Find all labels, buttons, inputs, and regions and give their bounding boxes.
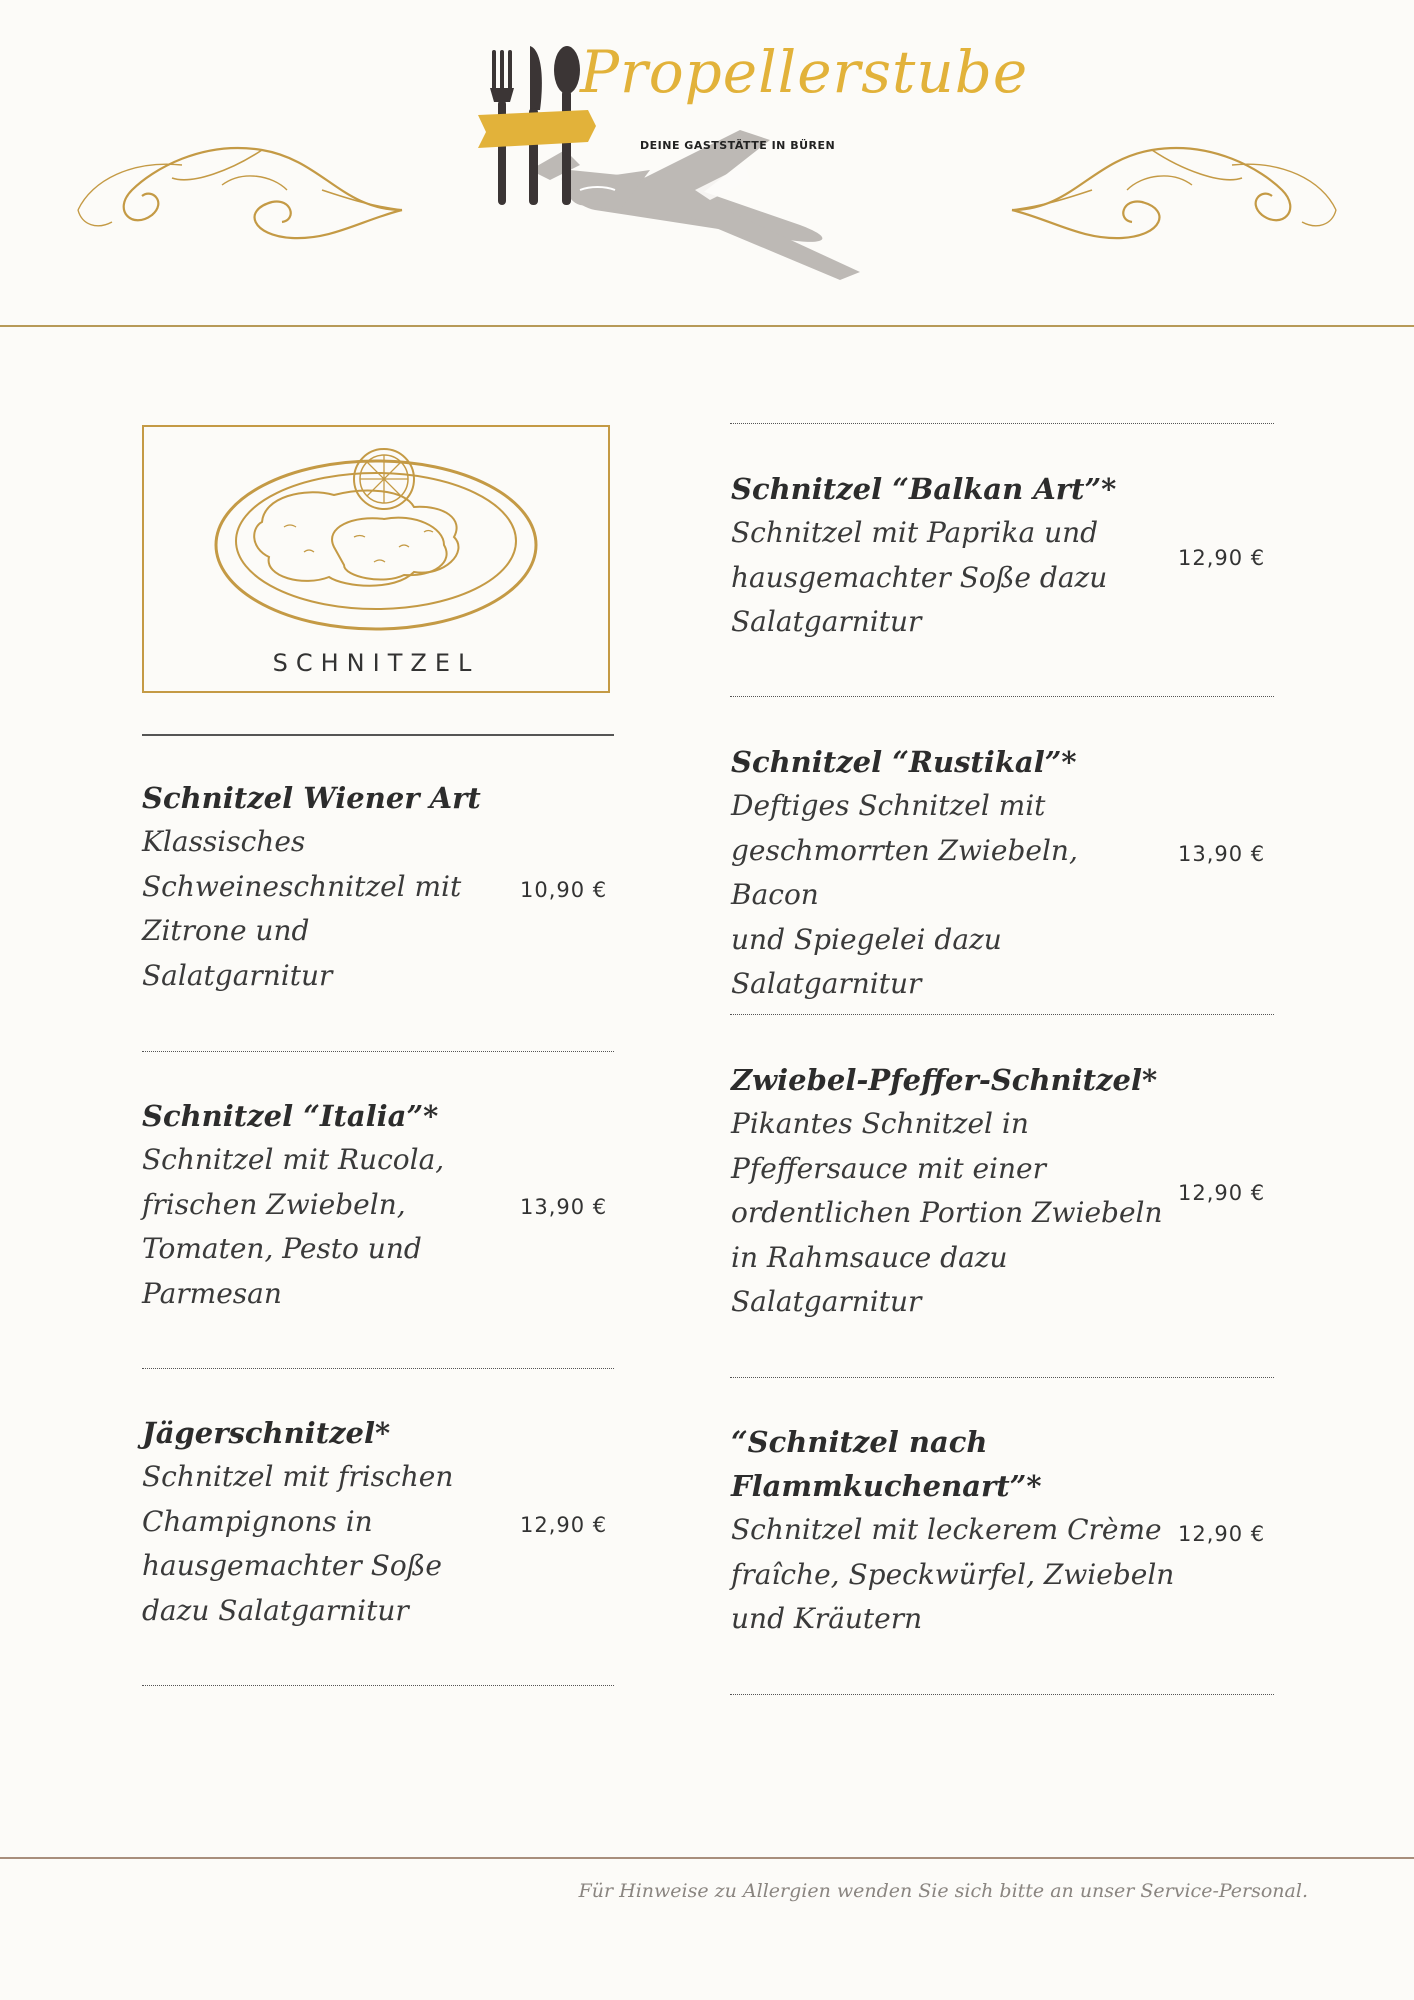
menu-item-desc-line: fraîche, Speckwürfel, Zwiebeln: [731, 1557, 1175, 1591]
divider-dotted: [730, 1014, 1274, 1015]
menu-item-price: 12,90 €: [1178, 546, 1266, 570]
menu-item-title: Jägerschnitzel*: [142, 1416, 391, 1450]
menu-item-italia: [142, 1094, 522, 1316]
menu-item-price: 13,90 €: [520, 1195, 608, 1219]
menu-item-desc-line: frischen Zwiebeln,: [142, 1187, 406, 1221]
divider-dotted: [730, 696, 1274, 697]
menu-item-title: Schnitzel Wiener Art: [142, 781, 481, 815]
schnitzel-image-box: [142, 425, 610, 693]
menu-item-title: Schnitzel “Italia”*: [142, 1099, 439, 1133]
menu-item-title: “Schnitzel nach: [731, 1425, 988, 1459]
menu-item-desc-line: Pikantes Schnitzel in: [731, 1107, 1029, 1140]
ornament-swirl-left: [72, 130, 412, 250]
menu-item-desc-line: geschmorrten Zwiebeln, Bacon: [731, 833, 1078, 911]
menu-item-desc-line: hausgemachter Soße: [142, 1549, 443, 1582]
menu-item-desc-line: Schnitzel mit Rucola,: [142, 1143, 445, 1176]
ornament-swirl-right: [1002, 130, 1342, 250]
menu-item-balkan-art: [731, 467, 1171, 645]
menu-item-price: 10,90 €: [520, 878, 608, 902]
menu-item-wiener-art: [142, 776, 522, 998]
menu-item-zwiebel-pfeffer: [731, 1058, 1171, 1325]
divider-dotted: [142, 1685, 614, 1686]
menu-item-desc-line: in Rahmsauce dazu: [731, 1240, 1008, 1274]
menu-item-price: 12,90 €: [520, 1513, 608, 1537]
menu-item-title: Zwiebel-Pfeffer-Schnitzel*: [731, 1063, 1158, 1097]
divider-dotted: [730, 1377, 1274, 1378]
menu-item-desc-line: Salatgarnitur: [731, 967, 922, 1000]
divider-dotted: [730, 1694, 1274, 1695]
hero-caption: SCHNITZEL: [272, 649, 480, 677]
menu-item-desc-line: Pfeffersauce mit einer: [731, 1151, 1046, 1185]
schnitzel-plate-icon: [144, 427, 608, 637]
menu-item-title: Schnitzel “Rustikal”*: [731, 745, 1077, 779]
menu-item-desc-line: Schnitzel mit Paprika und: [731, 516, 1099, 549]
menu-item-price: 12,90 €: [1178, 1181, 1266, 1205]
header-divider: [0, 325, 1414, 327]
menu-item-flammkuchenart: [731, 1420, 1181, 1642]
menu-item-desc-line: und Kräutern: [731, 1602, 923, 1635]
allergy-note: Für Hinweise zu Allergien wenden Sie sich bitte an unser Service-Personal.: [578, 1880, 1308, 1902]
menu-item-title: Schnitzel “Balkan Art”*: [731, 472, 1117, 506]
section-divider-left: [142, 734, 614, 736]
divider-dotted: [142, 1051, 614, 1052]
menu-item-price: 12,90 €: [1178, 1522, 1266, 1546]
brand-name: Propellerstube: [580, 38, 1029, 106]
menu-item-jaegerschnitzel: [142, 1411, 522, 1633]
menu-item-desc-line: und Spiegelei dazu: [731, 922, 1002, 956]
divider-dotted: [730, 423, 1274, 424]
menu-item-desc-line: ordentlichen Portion Zwiebeln: [731, 1196, 1163, 1229]
menu-item-desc-line: Schweineschnitzel mit: [142, 869, 462, 903]
menu-item-title: Flammkuchenart”*: [731, 1469, 1042, 1503]
menu-item-price: 13,90 €: [1178, 842, 1266, 866]
menu-item-desc-line: Deftiges Schnitzel mit: [731, 789, 1046, 822]
brand-tagline: DEINE GASTSTÄTTE IN BÜREN: [640, 139, 836, 152]
menu-item-desc-line: Salatgarnitur: [731, 1285, 922, 1318]
menu-item-desc-line: hausgemachter Soße dazu: [731, 560, 1108, 594]
divider-dotted: [142, 1368, 614, 1369]
menu-item-desc-line: Schnitzel mit leckerem Crème: [731, 1513, 1162, 1546]
menu-item-desc-line: Parmesan: [142, 1276, 282, 1310]
menu-item-desc-line: Champignons in: [142, 1504, 373, 1538]
footer-divider: [0, 1857, 1414, 1859]
menu-item-desc-line: Schnitzel mit frischen: [142, 1460, 454, 1493]
menu-item-desc-line: Zitrone und: [142, 914, 310, 947]
menu-item-desc-line: dazu Salatgarnitur: [142, 1593, 409, 1627]
menu-item-desc-line: Tomaten, Pesto und: [142, 1232, 422, 1265]
menu-item-desc-line: Salatgarnitur: [142, 958, 333, 992]
menu-item-desc-line: Klassisches: [142, 825, 306, 858]
menu-item-rustikal: [731, 740, 1171, 1007]
menu-item-desc-line: Salatgarnitur: [731, 605, 922, 638]
